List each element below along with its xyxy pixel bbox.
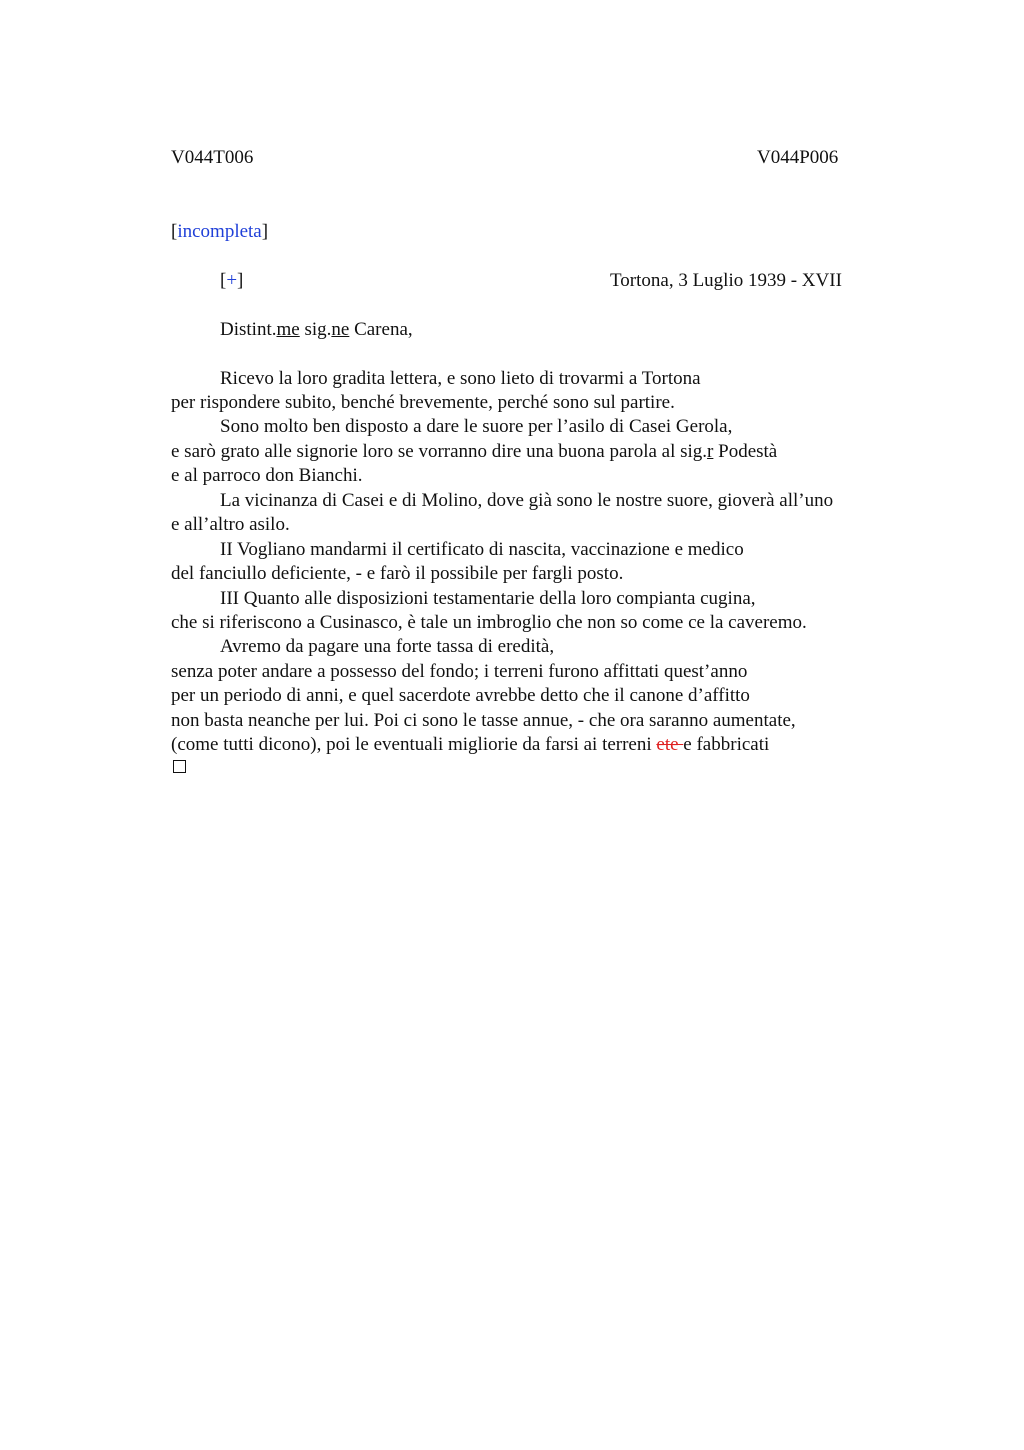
end-square-icon bbox=[173, 760, 186, 773]
body-line: Ricevo la loro gradita lettera, e sono lieto di trovarmi a Tortona bbox=[220, 368, 701, 389]
abbreviation-superscript: r bbox=[707, 441, 714, 462]
cross-close-bracket: ] bbox=[237, 270, 244, 291]
salutation bbox=[220, 318, 413, 342]
left-document-code: V044T006 bbox=[171, 147, 254, 168]
cross-icon: + bbox=[226, 270, 238, 291]
status-close-bracket: ] bbox=[261, 221, 269, 242]
body-line bbox=[171, 733, 769, 757]
right-document-code: V044P006 bbox=[757, 147, 839, 168]
salutation-superscript-abbrev: ne bbox=[331, 319, 350, 340]
salutation-part: Carena, bbox=[349, 319, 413, 340]
body-line: II Vogliano mandarmi il certificato di nascita, vaccinazione e medico bbox=[220, 539, 744, 560]
body-line: Avremo da pagare una forte tassa di eredità, bbox=[220, 636, 555, 657]
body-line: Sono molto ben disposto a dare le suore per l’asilo di Casei Gerola, bbox=[220, 416, 733, 437]
body-line: del fanciullo deficiente, - e farò il possibile per fargli posto. bbox=[171, 563, 624, 584]
body-line: III Quanto alle disposizioni testamentarie della loro compianta cugina, bbox=[220, 588, 756, 609]
status-note bbox=[171, 220, 268, 244]
cross-open-bracket: [ bbox=[220, 270, 227, 291]
body-line: che si riferiscono a Cusinasco, è tale un imbroglio che non so come ce la caveremo. bbox=[171, 612, 807, 633]
body-line bbox=[171, 440, 777, 464]
struck-word: ete bbox=[656, 734, 684, 755]
body-line-text: (come tutti dicono), poi le eventuali migliorie da farsi ai terreni bbox=[171, 734, 657, 755]
salutation-part: sig. bbox=[299, 319, 332, 340]
cross-mark bbox=[220, 269, 243, 293]
body-line: La vicinanza di Casei e di Molino, dove già sono le nostre suore, gioverà all’uno bbox=[220, 490, 834, 511]
status-open-bracket: [ bbox=[171, 221, 178, 242]
salutation-superscript-abbrev: me bbox=[276, 319, 300, 340]
body-line-text: Podestà bbox=[713, 441, 778, 462]
body-line-text: e sarò grato alle signorie loro se vorranno dire una buona parola al sig. bbox=[171, 441, 708, 462]
status-incomplete-label: incompleta bbox=[177, 221, 262, 242]
body-line: senza poter andare a possesso del fondo; i terreni furono affittati quest’anno bbox=[171, 661, 748, 682]
body-line: e al parroco don Bianchi. bbox=[171, 465, 363, 486]
body-line: non basta neanche per lui. Poi ci sono le tasse annue, - che ora saranno aumentate, bbox=[171, 710, 796, 731]
body-line: e all’altro asilo. bbox=[171, 514, 290, 535]
body-line: per un periodo di anni, e quel sacerdote avrebbe detto che il canone d’affitto bbox=[171, 685, 750, 706]
place-date: Tortona, 3 Luglio 1939 - XVII bbox=[610, 270, 842, 291]
body-line: per rispondere subito, benché brevemente, perché sono sul partire. bbox=[171, 392, 675, 413]
salutation-part: Distint. bbox=[220, 319, 277, 340]
body-line-text: e fabbricati bbox=[683, 734, 770, 755]
